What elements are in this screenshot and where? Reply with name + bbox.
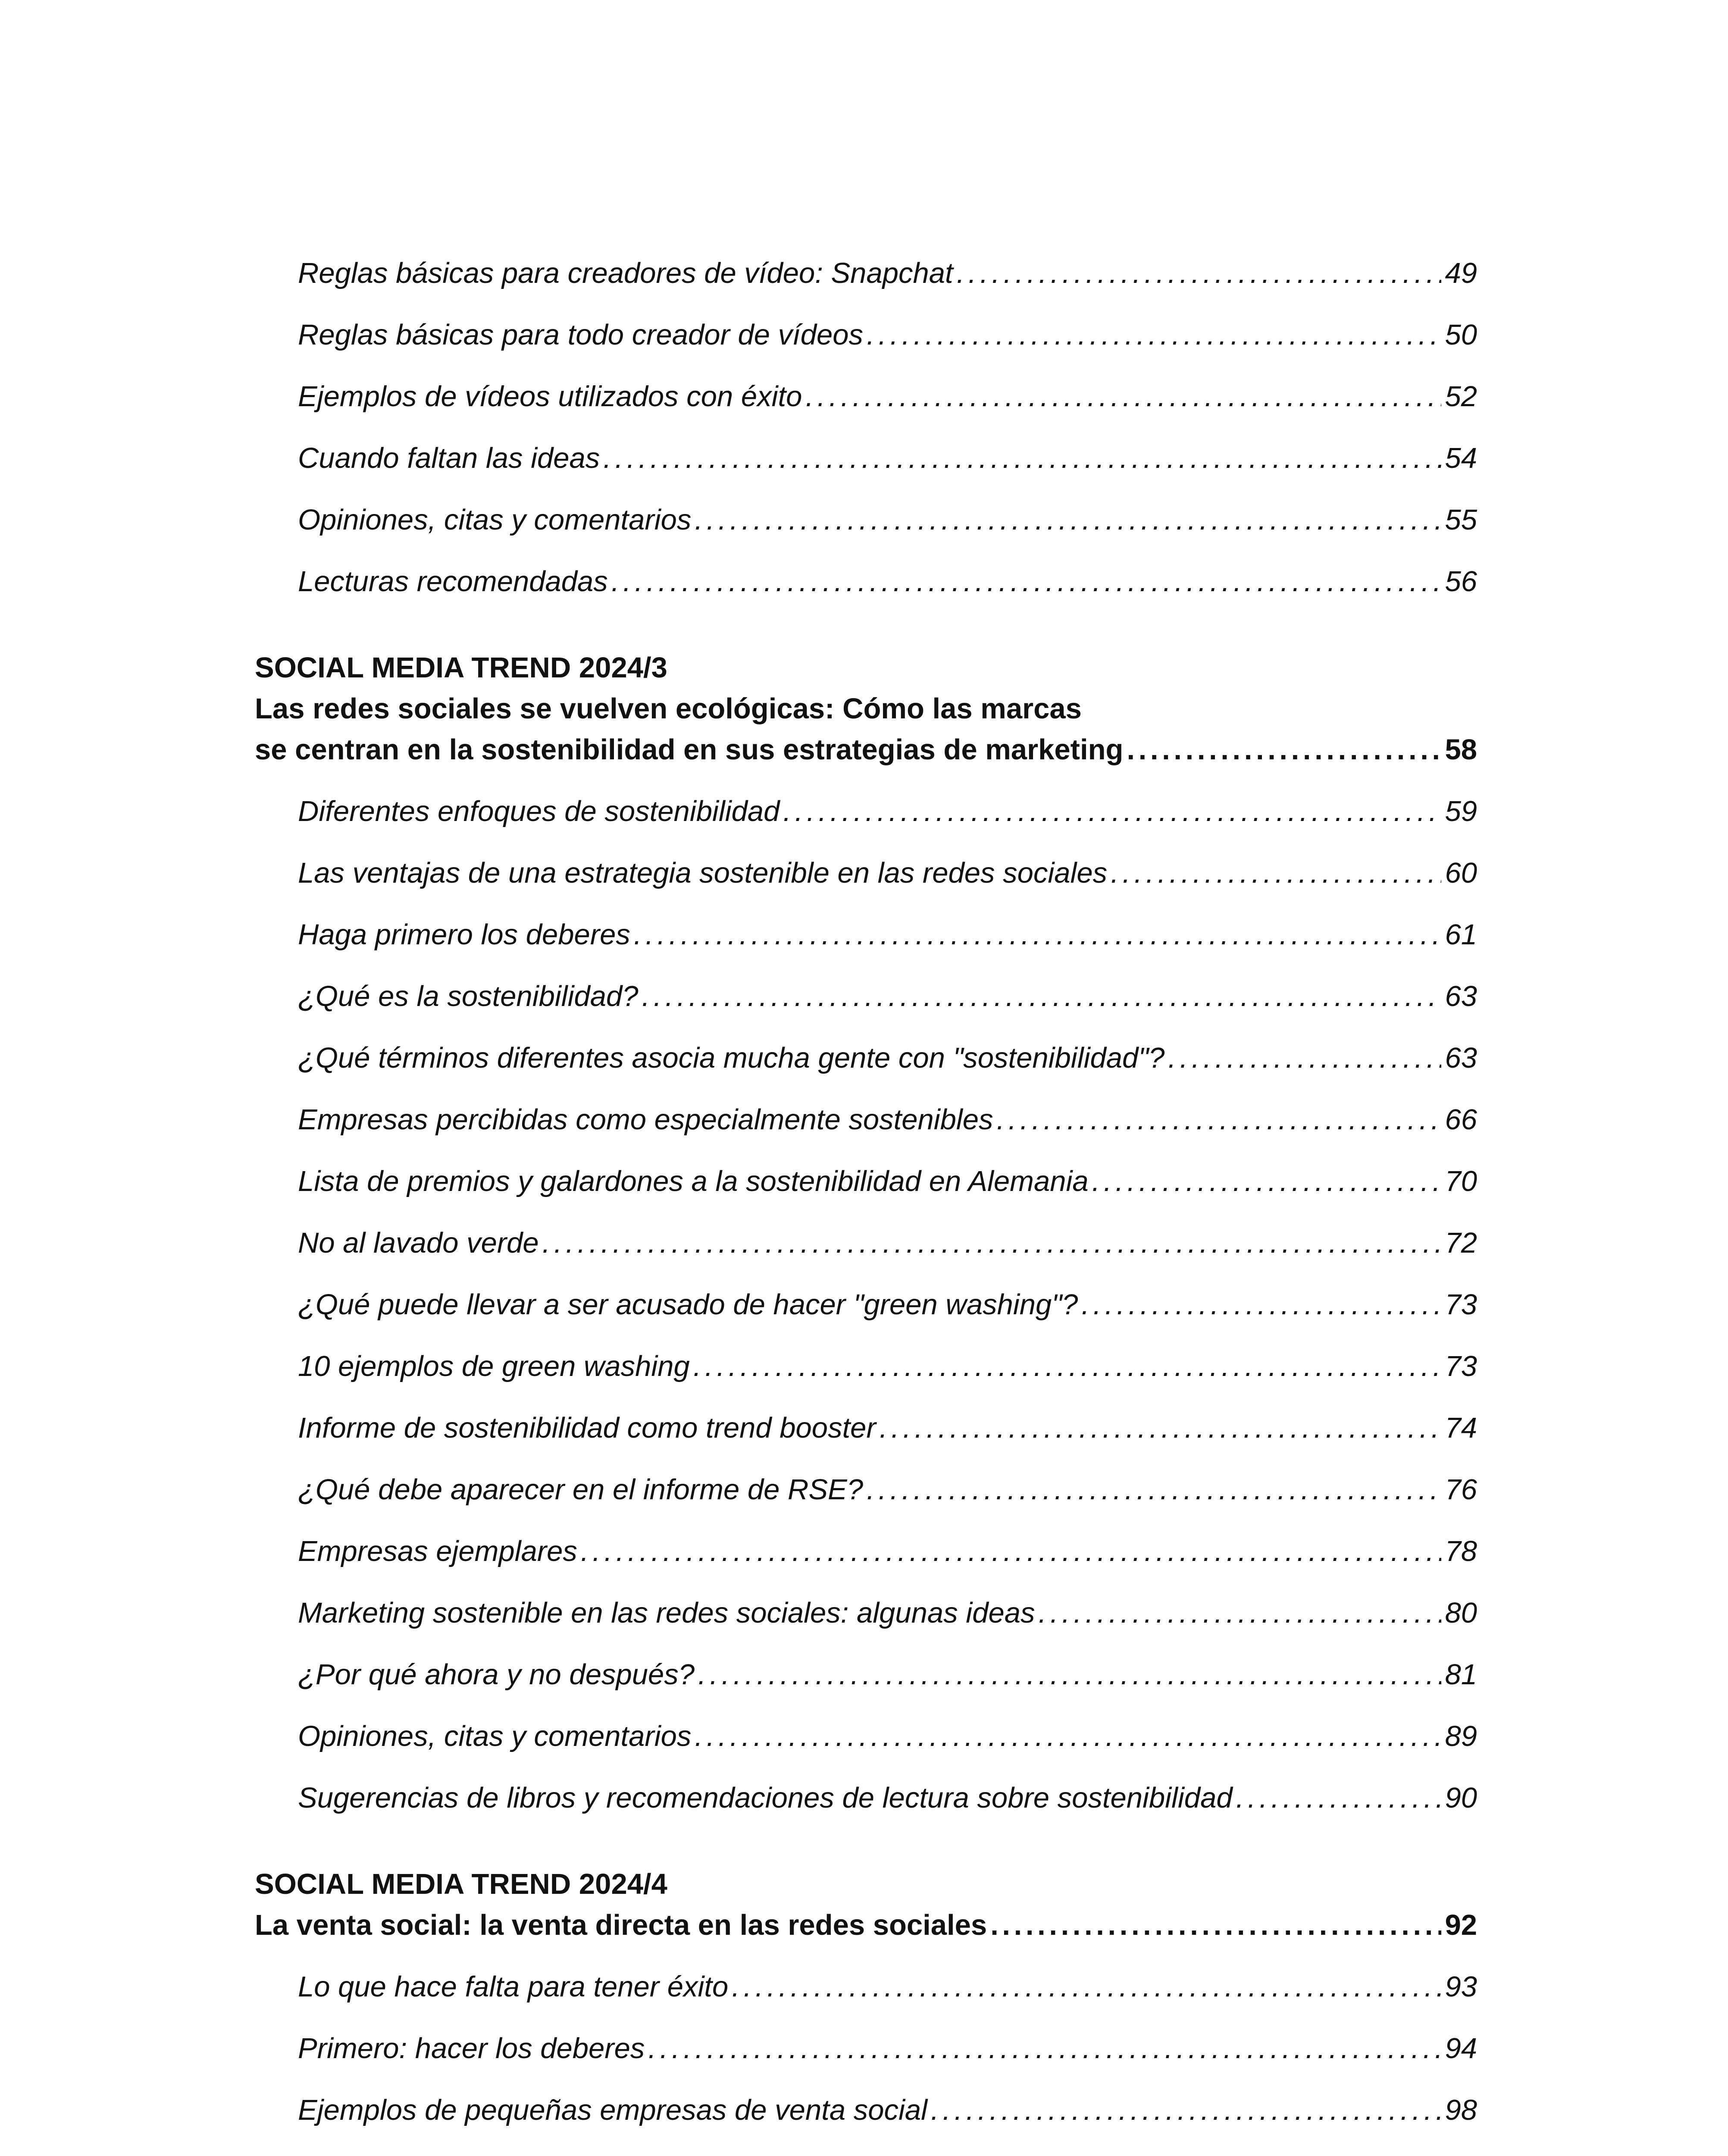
dot-leader (603, 444, 1441, 473)
toc-entry-page: 59 (1445, 795, 1477, 827)
toc-section-entry[interactable] (255, 735, 1477, 764)
dot-leader (990, 1911, 1441, 1940)
dot-leader (880, 1413, 1442, 1442)
toc-section-title: La venta social: la venta directa en las redes sociales (255, 1909, 987, 1941)
toc-entry[interactable] (298, 1660, 1477, 1689)
dot-leader (695, 505, 1441, 534)
toc-entry-title: ¿Qué términos diferentes asocia mucha gente con "sostenibilidad"? (298, 1042, 1165, 1074)
toc-entry-title: Lecturas recomendadas (298, 565, 608, 598)
toc-entry[interactable] (298, 1972, 1477, 2001)
dot-leader (695, 1722, 1441, 1751)
toc-entry-page: 74 (1445, 1412, 1477, 1444)
toc-entry[interactable] (298, 797, 1477, 826)
toc-entry[interactable] (298, 2096, 1477, 2125)
toc-entry-title: Las ventajas de una estrategia sostenible en las redes sociales (298, 857, 1108, 889)
toc-entry[interactable] (298, 1228, 1477, 1257)
toc-entry-title: Sugerencias de libros y recomendaciones de lectura sobre sostenibilidad (298, 1782, 1233, 1814)
dot-leader (931, 2096, 1441, 2125)
toc-entry[interactable] (298, 382, 1477, 411)
toc-entry-title: Empresas percibidas como especialmente sostenibles (298, 1103, 993, 1136)
toc-entry-title: ¿Por qué ahora y no después? (298, 1658, 695, 1691)
dot-leader (648, 2034, 1441, 2063)
toc-entry-title: Reglas básicas para todo creador de vídeos (298, 319, 864, 351)
toc-entry[interactable] (298, 920, 1477, 949)
toc-entry[interactable] (298, 1722, 1477, 1751)
toc-entry[interactable] (298, 505, 1477, 534)
toc-entry[interactable] (298, 2034, 1477, 2063)
toc-entry-title: 10 ejemplos de green washing (298, 1350, 690, 1382)
dot-leader (732, 1972, 1441, 2001)
toc-entry-title: No al lavado verde (298, 1227, 539, 1259)
toc-entry-page: 90 (1445, 1782, 1477, 1814)
dot-leader (642, 982, 1442, 1011)
dot-leader (1038, 1598, 1441, 1627)
toc-entry-page: 66 (1445, 1103, 1477, 1136)
dot-leader (693, 1352, 1442, 1381)
toc-entry-title: ¿Qué puede llevar a ser acusado de hacer "green washing"? (298, 1288, 1078, 1321)
dot-leader (1236, 1783, 1442, 1812)
toc-entry-title: Primero: hacer los deberes (298, 2032, 645, 2065)
toc-entry-page: 61 (1445, 918, 1477, 951)
section-heading: SOCIAL MEDIA TREND 2024/4 (255, 1868, 667, 1900)
dot-leader (867, 1475, 1441, 1504)
section-heading: SOCIAL MEDIA TREND 2024/3 (255, 652, 667, 684)
dot-leader (867, 320, 1441, 349)
toc-entry-page: 81 (1445, 1658, 1477, 1691)
toc-entry-page: 89 (1445, 1720, 1477, 1752)
toc-entry-title: Informe de sostenibilidad como trend booster (298, 1412, 876, 1444)
toc-entry-title: Lo que hace falta para tener éxito (298, 1971, 729, 2003)
toc-entry[interactable] (298, 1783, 1477, 1812)
toc-entry-title: Reglas básicas para creadores de vídeo: Snapchat (298, 257, 953, 289)
toc-section-page: 92 (1445, 1909, 1477, 1941)
toc-entry-title: Opiniones, citas y comentarios (298, 1720, 692, 1752)
dot-leader (1111, 859, 1441, 887)
toc-entry[interactable] (298, 567, 1477, 596)
toc-entry[interactable] (298, 1352, 1477, 1381)
dot-leader (997, 1105, 1442, 1134)
toc-entry-page: 76 (1445, 1473, 1477, 1506)
toc-entry[interactable] (298, 859, 1477, 887)
toc-entry-page: 63 (1445, 980, 1477, 1012)
toc-entry-page: 80 (1445, 1597, 1477, 1629)
toc-entry-page: 73 (1445, 1350, 1477, 1382)
toc-entry-title: Lista de premios y galardones a la sostenibilidad en Alemania (298, 1165, 1089, 1197)
toc-entry-page: 55 (1445, 504, 1477, 536)
toc-entry[interactable] (298, 320, 1477, 349)
toc-entry-title: ¿Qué es la sostenibilidad? (298, 980, 639, 1012)
dot-leader (805, 382, 1441, 411)
toc-entry-page: 78 (1445, 1535, 1477, 1567)
toc-entry[interactable] (298, 259, 1477, 288)
toc-entry[interactable] (298, 1167, 1477, 1196)
toc-entry-title: Ejemplos de vídeos utilizados con éxito (298, 380, 802, 413)
section-title-line: Las redes sociales se vuelven ecológicas: Cómo las marcas (255, 693, 1082, 725)
toc-entry-page: 63 (1445, 1042, 1477, 1074)
toc-entry[interactable] (298, 1044, 1477, 1072)
toc-entry[interactable] (298, 982, 1477, 1011)
toc-entry-page: 98 (1445, 2094, 1477, 2126)
toc-entry[interactable] (298, 1290, 1477, 1319)
dot-leader (1092, 1167, 1442, 1196)
toc-entry-page: 50 (1445, 319, 1477, 351)
toc-section-page: 58 (1445, 733, 1477, 766)
toc-section-title: se centran en la sostenibilidad en sus estrategias de marketing (255, 733, 1124, 766)
toc-entry-title: Diferentes enfoques de sostenibilidad (298, 795, 780, 827)
toc-entry-title: Marketing sostenible en las redes sociales: algunas ideas (298, 1597, 1035, 1629)
toc-entry-page: 56 (1445, 565, 1477, 598)
toc-entry-title: Empresas ejemplares (298, 1535, 577, 1567)
toc-entry-page: 70 (1445, 1165, 1477, 1197)
toc-entry[interactable] (298, 1105, 1477, 1134)
toc-entry-title: Ejemplos de pequeñas empresas de venta social (298, 2094, 927, 2126)
toc-entry-page: 72 (1445, 1227, 1477, 1259)
toc-entry-page: 73 (1445, 1288, 1477, 1321)
toc-entry-title: Opiniones, citas y comentarios (298, 504, 692, 536)
dot-leader (957, 259, 1442, 288)
dot-leader (1127, 735, 1441, 764)
dot-leader (1081, 1290, 1441, 1319)
dot-leader (581, 1537, 1442, 1566)
dot-leader (1168, 1044, 1441, 1072)
toc-entry[interactable] (298, 1598, 1477, 1627)
dot-leader (634, 920, 1442, 949)
dot-leader (698, 1660, 1441, 1689)
toc-entry-page: 52 (1445, 380, 1477, 413)
toc-entry[interactable] (298, 444, 1477, 473)
toc-entry-title: Cuando faltan las ideas (298, 442, 600, 474)
toc-entry-page: 94 (1445, 2032, 1477, 2065)
toc-entry-page: 49 (1445, 257, 1477, 289)
toc-entry-title: ¿Qué debe aparecer en el informe de RSE? (298, 1473, 863, 1506)
toc-entry-title: Haga primero los deberes (298, 918, 630, 951)
toc-entry-page: 93 (1445, 1971, 1477, 2003)
toc-entry[interactable] (298, 1537, 1477, 1566)
dot-leader (542, 1228, 1442, 1257)
toc-entry-page: 54 (1445, 442, 1477, 474)
toc-section-entry[interactable] (255, 1911, 1477, 1940)
toc-entry[interactable] (298, 1413, 1477, 1442)
toc-entry-page: 60 (1445, 857, 1477, 889)
dot-leader (783, 797, 1441, 826)
toc-entry[interactable] (298, 1475, 1477, 1504)
dot-leader (611, 567, 1442, 596)
